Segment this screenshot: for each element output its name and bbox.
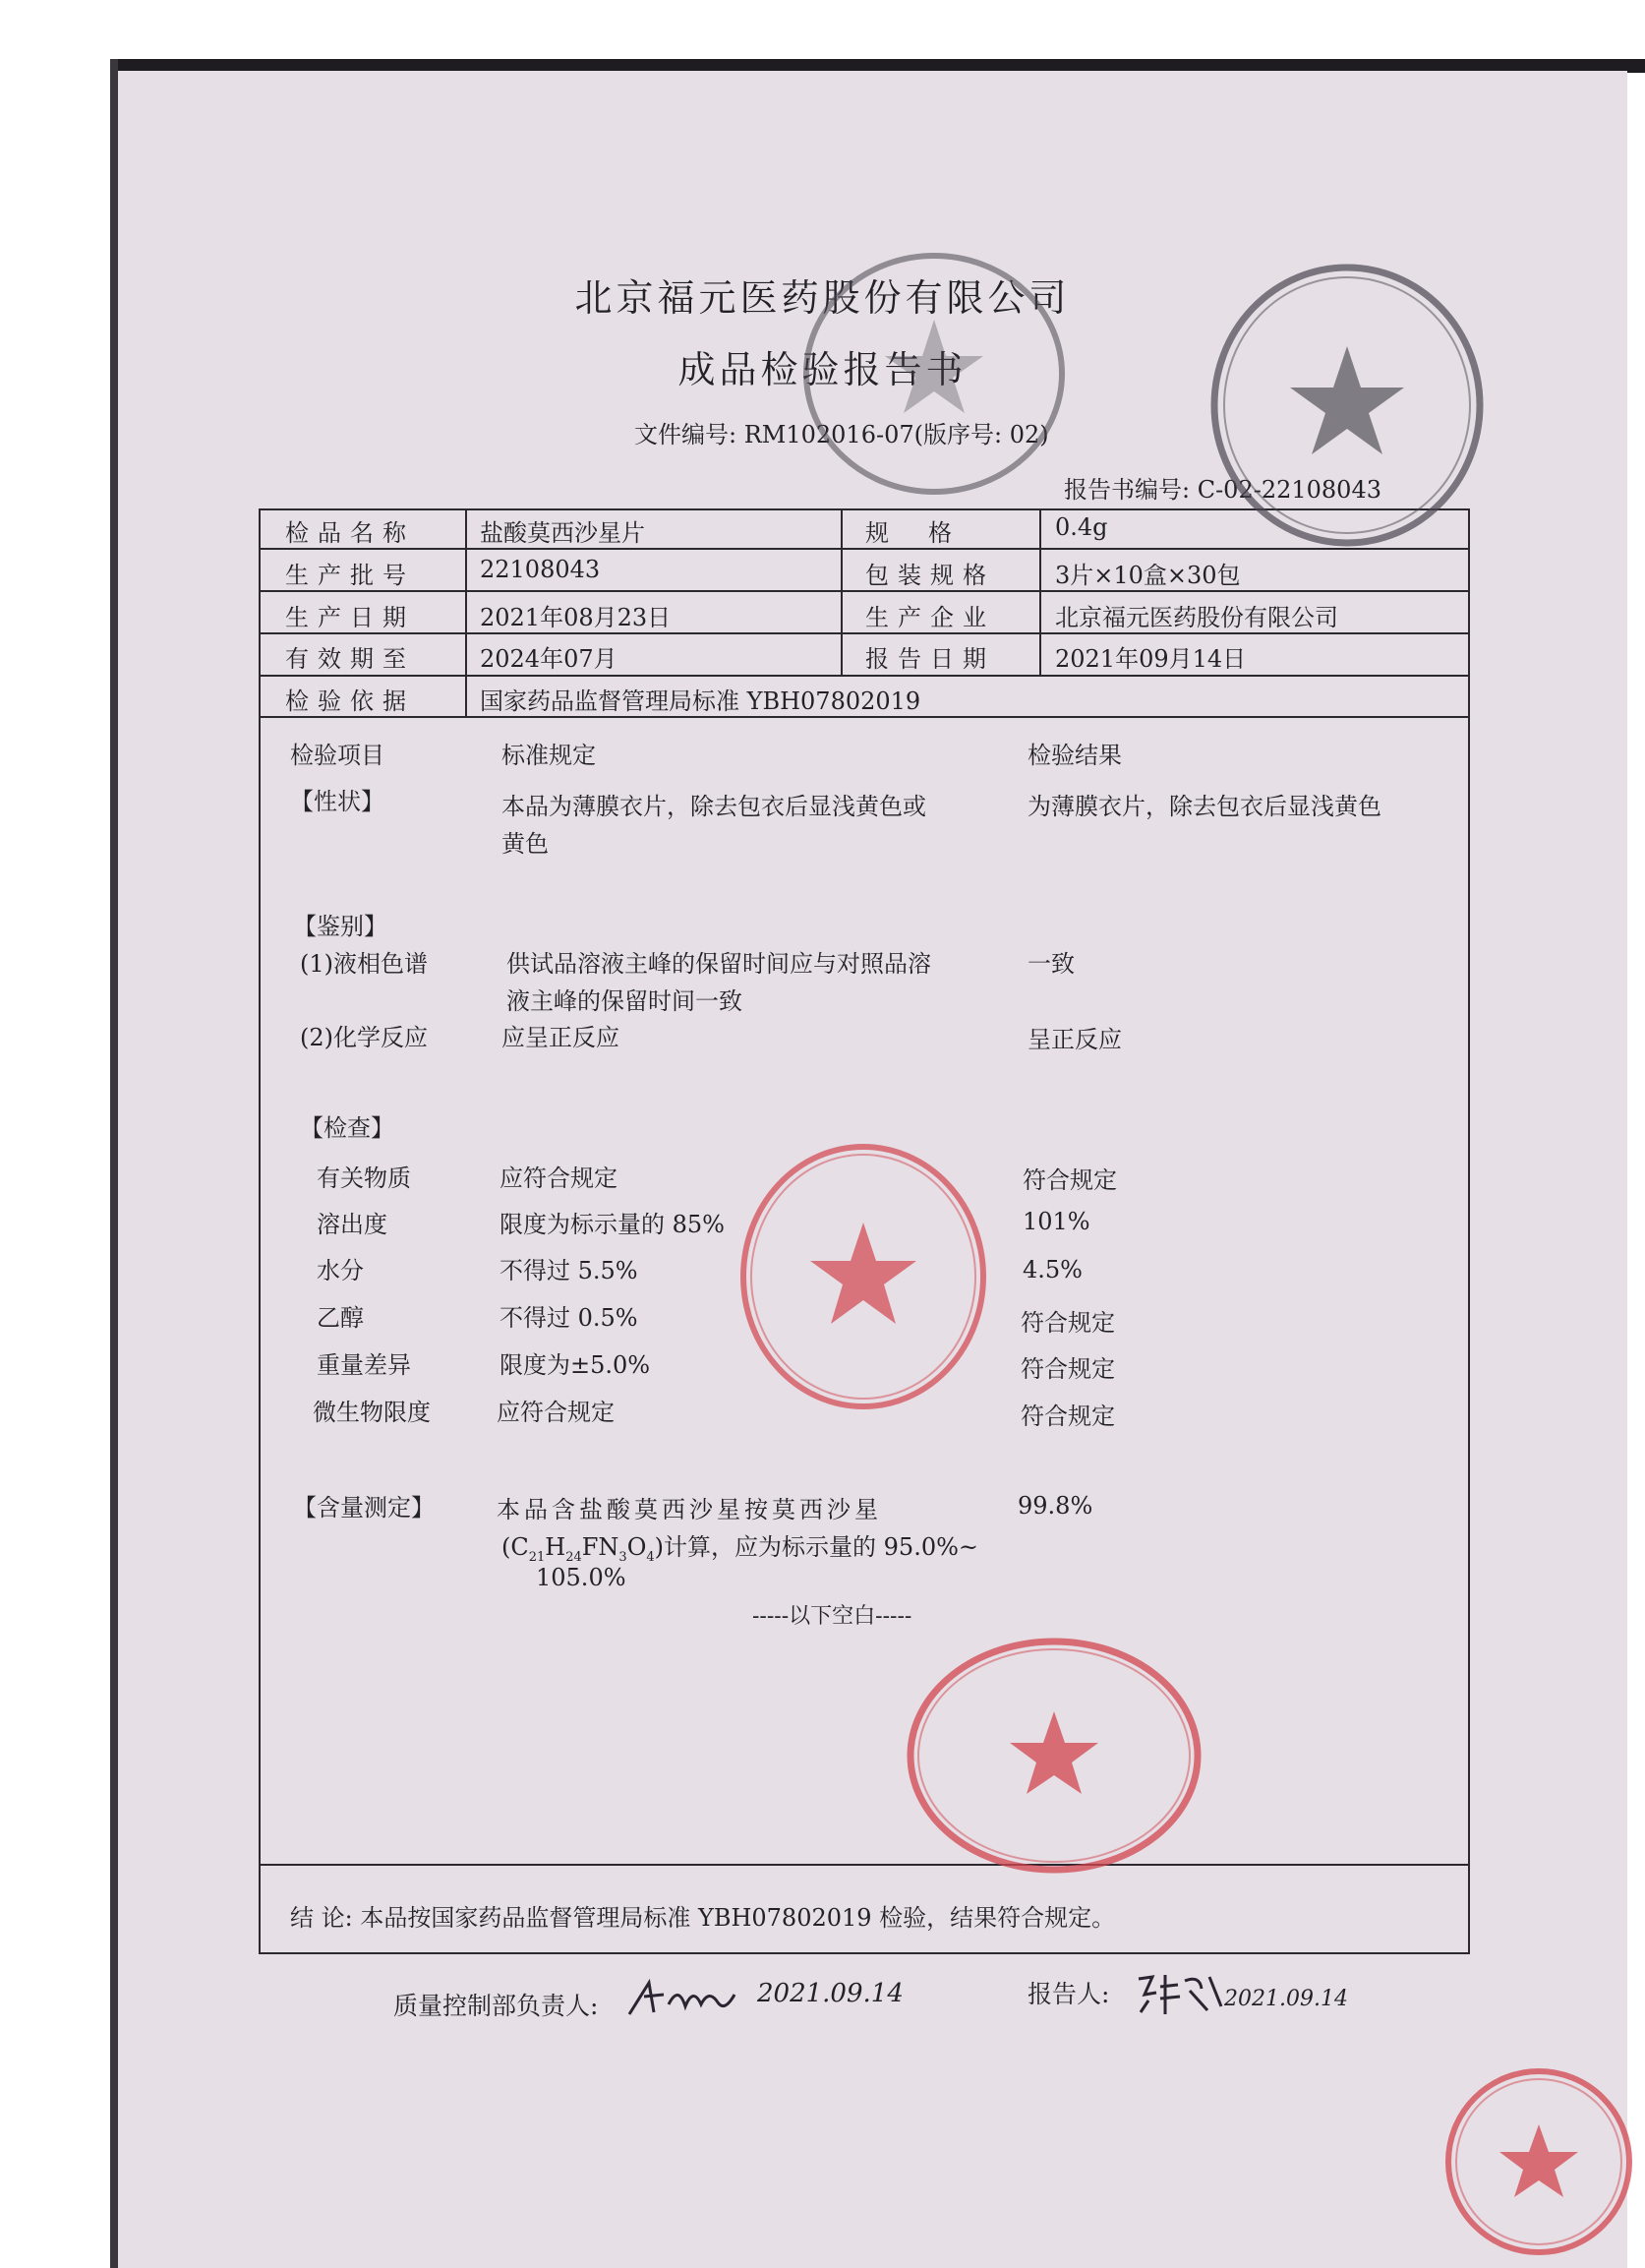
assay-standard-line2: $(C_{21}H_{24}FN_3O_4)$计算，应为标示量的 95.0%~: [501, 1533, 979, 1565]
hplc-result: 一致: [1028, 950, 1075, 978]
test-standard: 限度为标示量的 85%: [499, 1211, 725, 1238]
spec-value: 0.4g: [1055, 513, 1108, 541]
col-divider: [1039, 508, 1041, 675]
expiry-label: 有效期至: [285, 645, 415, 673]
maker-value: 北京福元医药股份有限公司: [1055, 604, 1338, 631]
test-standard: 应符合规定: [499, 1164, 617, 1192]
test-result: 符合规定: [1021, 1355, 1115, 1383]
hplc-label: (1)液相色谱: [300, 950, 428, 978]
chem-label: (2)化学反应: [300, 1024, 428, 1051]
tests-title: 【检查】: [300, 1114, 394, 1142]
qc-manager-signature: [624, 1975, 742, 2032]
test-item: 溶出度: [317, 1211, 387, 1238]
appearance-standard-line1: 本品为薄膜衣片，除去包衣后显浅黄色或: [501, 793, 926, 820]
assay-standard-line3: 105.0%: [536, 1564, 626, 1591]
assay-standard-line1: 本品含盐酸莫西沙星按莫西沙星: [497, 1496, 882, 1523]
pack-label: 包装规格: [865, 562, 995, 589]
test-result: 符合规定: [1021, 1403, 1115, 1430]
mfg-date-value: 2021年08月23日: [480, 604, 672, 631]
test-standard: 不得过 5.5%: [499, 1257, 638, 1284]
test-result: 4.5%: [1023, 1256, 1083, 1283]
reporter-label: 报告人:: [1028, 1980, 1110, 2008]
product-name-label: 检品名称: [285, 519, 415, 547]
test-item: 有关物质: [317, 1164, 411, 1192]
basis-label: 检验依据: [285, 687, 415, 715]
pack-value: 3片×10盒×30包: [1055, 562, 1241, 589]
expiry-value: 2024年07月: [480, 645, 617, 673]
test-standard: 应符合规定: [497, 1399, 615, 1426]
chem-result: 呈正反应: [1028, 1026, 1122, 1053]
company-title: 北京福元医药股份有限公司: [574, 276, 1071, 320]
hplc-standard-line2: 液主峰的保留时间一致: [506, 987, 742, 1015]
test-standard: 限度为±5.0%: [499, 1351, 651, 1379]
mfg-date-label: 生产日期: [285, 604, 415, 631]
qc-manager-label: 质量控制部负责人:: [393, 1992, 599, 2020]
report-date-label: 报告日期: [865, 645, 995, 673]
appearance-title: 【性状】: [290, 788, 384, 815]
blank-marker: -----以下空白-----: [752, 1604, 912, 1629]
quality-mgmt-stamp-red: [903, 1633, 1205, 1879]
batch-label: 生产批号: [285, 562, 415, 589]
appearance-standard-line2: 黄色: [501, 830, 549, 858]
row-divider: [259, 1864, 1470, 1866]
col-divider: [841, 508, 843, 675]
conclusion: 结 论: 本品按国家药品监督管理局标准 YBH07802019 检验，结果符合规定。: [290, 1904, 1116, 1932]
qc-manager-date: 2021.09.14: [757, 1979, 904, 2008]
product-name-value: 盐酸莫西沙星片: [480, 519, 645, 547]
quality-dept-stamp-red: [735, 1139, 991, 1414]
test-item: 水分: [317, 1257, 364, 1284]
report-date-value: 2021年09月14日: [1055, 645, 1247, 673]
inspection-stamp-gray: [796, 246, 1072, 502]
col-divider: [465, 508, 467, 716]
row-divider: [259, 716, 1470, 718]
row-divider: [259, 675, 1470, 677]
hplc-standard-line1: 供试品溶液主峰的保留时间应与对照品溶: [506, 950, 931, 978]
basis-value: 国家药品监督管理局标准 YBH07802019: [480, 687, 921, 715]
reporter-signature: [1131, 1967, 1229, 2029]
test-result: 符合规定: [1023, 1166, 1117, 1194]
col-header-standard: 标准规定: [501, 742, 596, 769]
report-title: 成品检验报告书: [677, 348, 968, 391]
identification-title: 【鉴别】: [293, 913, 387, 940]
document-number: 文件编号: RM102016-07(版序号: 02): [634, 421, 1049, 448]
test-item: 乙醇: [317, 1304, 364, 1332]
assay-title: 【含量测定】: [293, 1494, 435, 1522]
test-result: 符合规定: [1021, 1309, 1115, 1337]
chem-standard: 应呈正反应: [501, 1024, 619, 1051]
report-number: 报告书编号: C-02-22108043: [1064, 476, 1381, 504]
corner-stamp-red: [1440, 2063, 1637, 2260]
maker-label: 生产企业: [865, 604, 995, 631]
test-standard: 不得过 0.5%: [499, 1304, 638, 1332]
inspection-stamp-gray: [1204, 258, 1490, 553]
test-item: 重量差异: [317, 1351, 411, 1379]
batch-value: 22108043: [480, 556, 601, 583]
row-divider: [259, 632, 1470, 634]
col-header-result: 检验结果: [1028, 742, 1122, 769]
spec-label: 规格: [865, 519, 991, 547]
test-item: 微生物限度: [313, 1399, 431, 1426]
row-divider: [259, 590, 1470, 592]
appearance-result: 为薄膜衣片，除去包衣后显浅黄色: [1028, 793, 1381, 820]
col-header-item: 检验项目: [290, 742, 384, 769]
reporter-date: 2021.09.14: [1224, 1987, 1348, 2011]
test-result: 101%: [1023, 1208, 1090, 1235]
assay-result: 99.8%: [1018, 1492, 1093, 1520]
